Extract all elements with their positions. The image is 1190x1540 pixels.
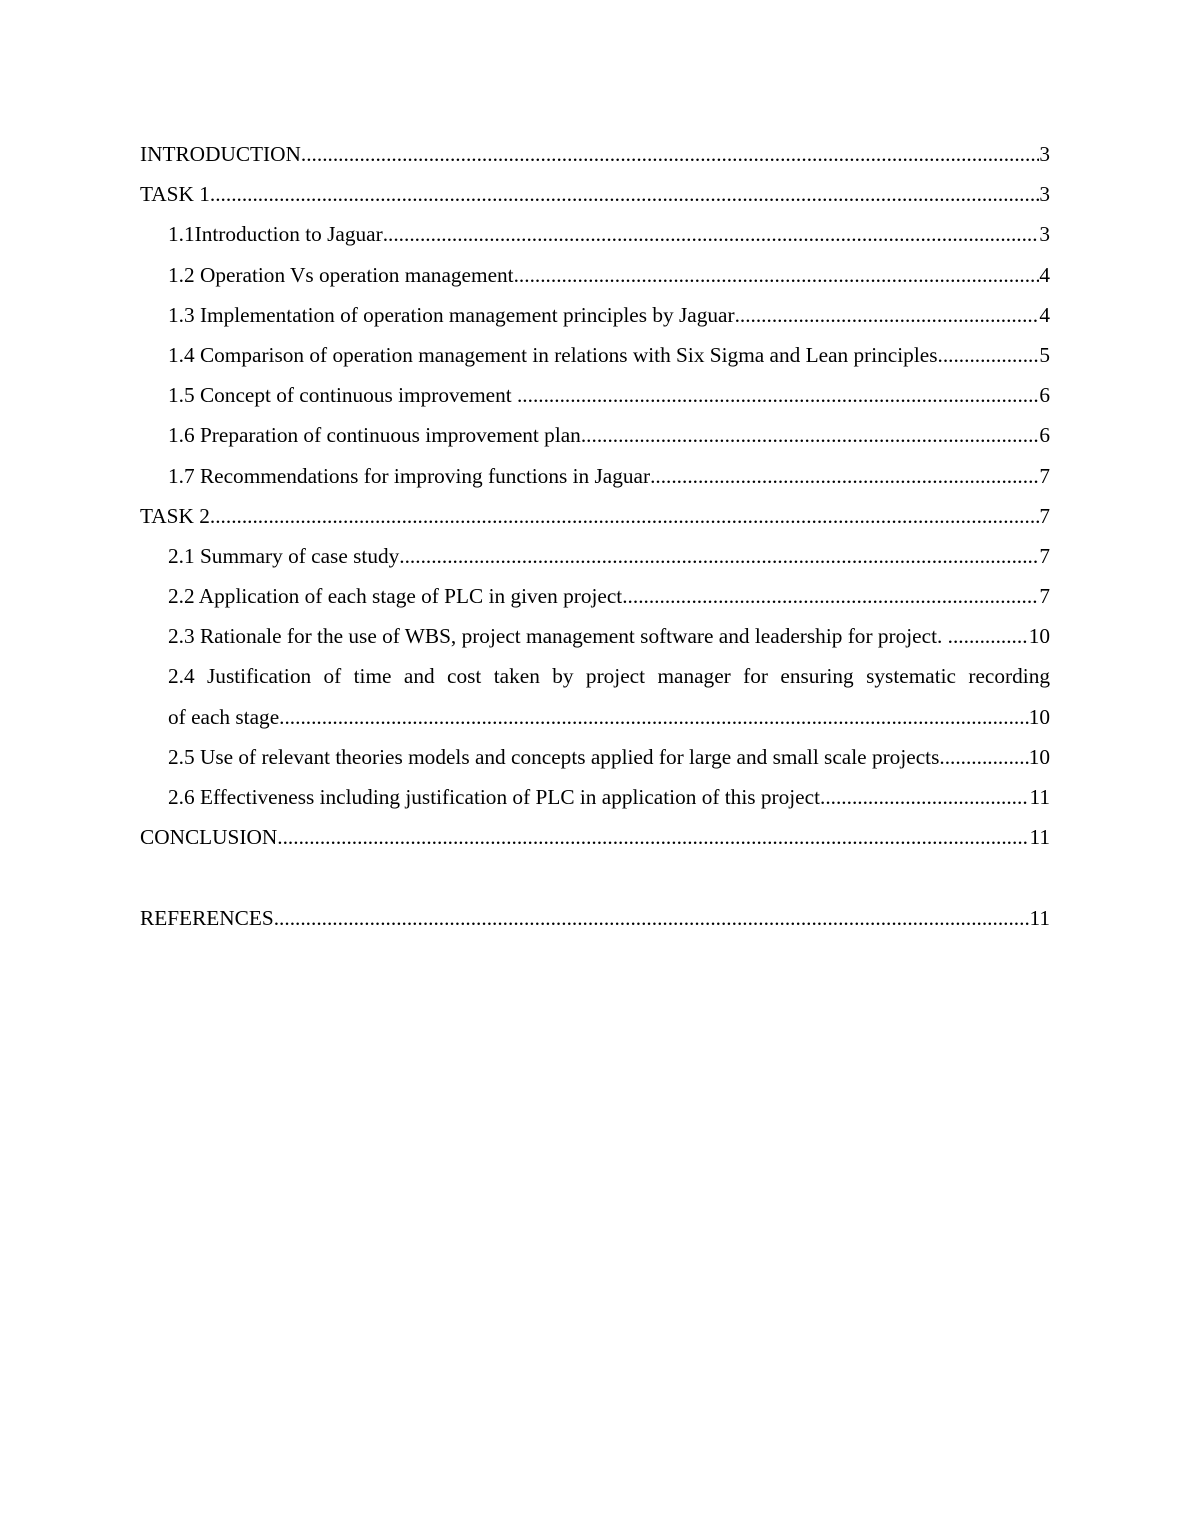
- toc-page-number: 7: [1039, 543, 1050, 568]
- toc-entry-title: 1.7 Recommendations for improving functions in Jaguar: [168, 463, 651, 488]
- toc-page-number: 6: [1039, 423, 1050, 448]
- toc-page-number: 7: [1039, 584, 1050, 609]
- toc-page-number: 5: [1039, 342, 1050, 367]
- toc-page-number: 7: [1039, 463, 1050, 488]
- toc-entry-2-3[interactable]: [140, 616, 1050, 656]
- toc-page-number: 10: [1028, 744, 1050, 769]
- toc-entry-introduction[interactable]: [140, 134, 1050, 174]
- toc-page-number: 11: [1029, 825, 1050, 850]
- toc-entry-title: 1.5 Concept of continuous improvement: [168, 383, 517, 408]
- toc-page-number: 4: [1039, 302, 1050, 327]
- toc-entry-1-3[interactable]: [140, 295, 1050, 335]
- toc-leader-dots: [383, 214, 1040, 254]
- toc-leader-dots: [735, 295, 1040, 335]
- toc-entry-2-1[interactable]: [140, 536, 1050, 576]
- toc-entry-task-1[interactable]: [140, 174, 1050, 214]
- toc-spacer: [140, 857, 1050, 897]
- toc-leader-dots: [948, 616, 1029, 656]
- toc-entry-title: 2.2 Application of each stage of PLC in given project: [168, 584, 623, 609]
- toc-page-number: 7: [1039, 503, 1050, 528]
- toc-entry-title: 1.2 Operation Vs operation management: [168, 262, 514, 287]
- toc-entry-title: 2.3 Rationale for the use of WBS, project management software and leadership for project.: [168, 624, 948, 649]
- toc-leader-dots: [820, 777, 1029, 817]
- toc-leader-dots: [301, 134, 1039, 174]
- toc-leader-dots: [650, 456, 1039, 496]
- toc-leader-dots: [581, 415, 1040, 455]
- toc-page-number: 3: [1039, 182, 1050, 207]
- toc-page-number: 10: [1028, 704, 1050, 729]
- toc-leader-dots: [514, 255, 1040, 295]
- toc-entry-title: 2.1 Summary of case study: [168, 543, 400, 568]
- toc-leader-dots: [210, 496, 1039, 536]
- toc-entry-1-4[interactable]: [140, 335, 1050, 375]
- toc-page-number: 3: [1039, 142, 1050, 166]
- toc-entry-2-2[interactable]: [140, 576, 1050, 616]
- toc-page-number: 11: [1029, 785, 1050, 809]
- toc-leader-dots: [945, 737, 1029, 777]
- toc-entry-title: 1.4 Comparison of operation management in relations with Six Sigma and Lean principles: [168, 342, 938, 367]
- toc-page-number: 11: [1029, 905, 1050, 930]
- toc-entry-2-4[interactable]: [140, 656, 1050, 736]
- toc-entry-1-2[interactable]: [140, 255, 1050, 295]
- toc-entry-1-6[interactable]: [140, 415, 1050, 455]
- toc-entry-title: 1.3 Implementation of operation management principles by Jaguar: [168, 302, 735, 327]
- toc-entry-title-line-2-row: [168, 697, 1050, 737]
- toc-page-number: 6: [1039, 383, 1050, 408]
- toc-leader-dots: [210, 174, 1039, 214]
- toc-entry-1-1[interactable]: [140, 214, 1050, 254]
- toc-entry-title: 2.5 Use of relevant theories models and concepts applied for large and small scale projects.: [168, 744, 945, 769]
- toc-entry-references[interactable]: [140, 898, 1050, 938]
- toc-entry-title: 1.6 Preparation of continuous improvement plan: [168, 423, 581, 448]
- toc-page-number: 3: [1039, 222, 1050, 247]
- toc-entry-title: 2.6 Effectiveness including justification of PLC in application of this project: [168, 785, 820, 809]
- table-of-contents: [140, 134, 1050, 938]
- toc-entry-title: INTRODUCTION: [140, 142, 301, 166]
- toc-leader-dots: [277, 817, 1029, 857]
- toc-leader-dots: [938, 335, 1040, 375]
- toc-entry-1-7[interactable]: [140, 456, 1050, 496]
- toc-leader-dots: [274, 898, 1030, 938]
- toc-leader-dots: [399, 536, 1039, 576]
- toc-entry-title: TASK 2: [140, 503, 210, 528]
- toc-entry-conclusion[interactable]: [140, 817, 1050, 857]
- toc-page-number: 4: [1039, 262, 1050, 287]
- toc-entry-title: 1.1Introduction to Jaguar: [168, 222, 383, 247]
- toc-entry-title: REFERENCES: [140, 905, 274, 930]
- toc-entry-title-line-2: of each stage: [168, 704, 280, 729]
- toc-entry-title-line-1: 2.4 Justification of time and cost taken by project manager for ensuring systematic recording: [168, 664, 1050, 689]
- toc-entry-1-5[interactable]: [140, 375, 1050, 415]
- toc-leader-dots: [279, 697, 1029, 737]
- toc-entry-2-6[interactable]: [140, 777, 1050, 817]
- toc-leader-dots: [517, 375, 1039, 415]
- toc-entry-task-2[interactable]: [140, 496, 1050, 536]
- toc-entry-title: TASK 1: [140, 182, 210, 207]
- toc-page-number: 10: [1028, 624, 1050, 649]
- toc-leader-dots: [622, 576, 1039, 616]
- toc-entry-2-5[interactable]: [140, 737, 1050, 777]
- toc-entry-title: CONCLUSION: [140, 825, 278, 850]
